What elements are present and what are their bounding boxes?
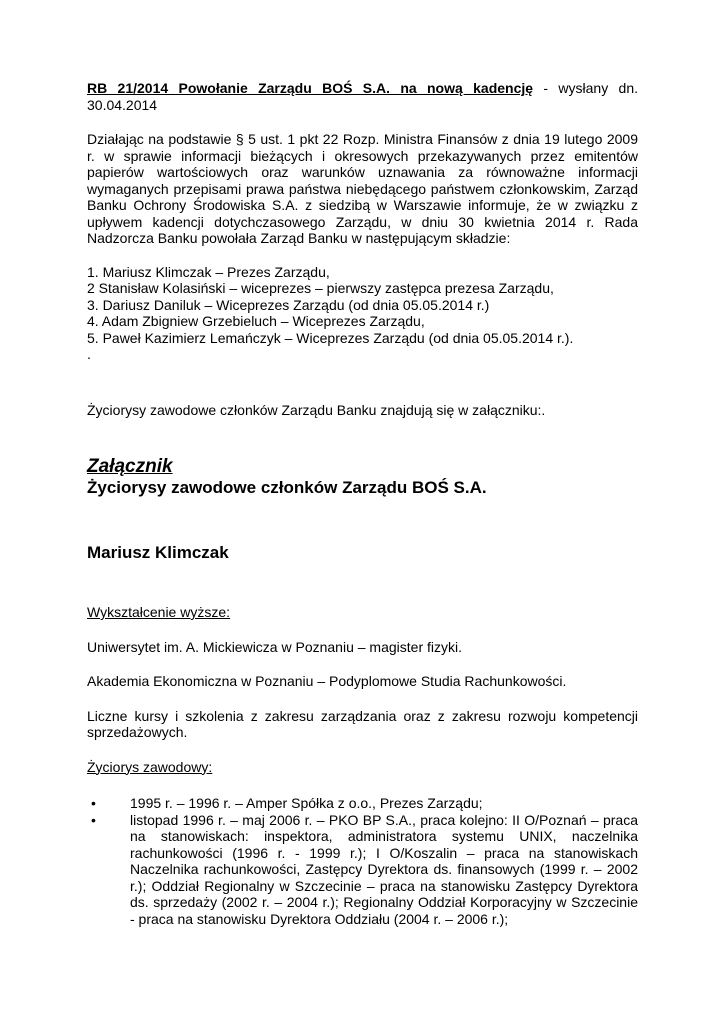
board-member: 5. Paweł Kazimierz Lemańczyk – Wiceprezes Zarządu (od dnia 05.05.2014 r.). [87,329,574,346]
report-title-link[interactable]: RB 21/2014 Powołanie Zarządu BOŚ S.A. na nową kadencję [87,80,534,96]
person-name: Mariusz Klimczak [87,543,229,562]
board-member: 4. Adam Zbigniew Grzebieluch – Wiceprezes Zarządu, [87,313,425,329]
attachment-subtitle: Życiorysy zawodowe członków Zarządu BOŚ S.A. [87,478,487,497]
career-label: Życiorys zawodowy: [87,758,213,775]
sent-label: - wysłany dn. [533,80,638,96]
attachment-title: Załącznik [87,456,173,477]
career-list [87,795,638,927]
report-header-line [87,80,638,97]
education-item: Uniwersytet im. A. Mickiewicza w Poznaniu – magister fizyki. [87,638,462,655]
list-end-mark: . [87,346,91,362]
document-page [87,80,638,927]
attachment-note: Życiorysy zawodowe członków Zarządu Banku znajdują się w załączniku:. [87,401,546,418]
board-member: 3. Dariusz Daniluk – Wiceprezes Zarządu (od dnia 05.05.2014 r.) [87,296,490,313]
bullet-icon: • [91,811,96,828]
career-item [87,795,638,812]
body-paragraph: Działając na podstawie § 5 ust. 1 pkt 22 Rozp. Ministra Finansów z dnia 19 lutego 2009 r. w sprawie informacji bieżących i okresowych przekazywanych przez emitentów papierów wartościowych oraz warunków uznawania za równoważne informacji wymaganych przepisami prawa państwa niebędącego państwem członkowskim, Zarząd Banku Ochrony Środowiska S.A. z siedzibą w Warszawie informuje, że w związku z upływem kadencji dotychczasowego Zarządu, w dniu 30 kwietnia 2014 r. Rada Nadzorcza Banku powołała Zarząd Banku w następującym składzie: [87,131,638,246]
career-item-text: 1995 r. – 1996 r. – Amper Spółka z o.o., Prezes Zarządu; [130,795,483,811]
board-member: 1. Mariusz Klimczak – Prezes Zarządu, [87,263,330,280]
education-item: Liczne kursy i szkolenia z zakresu zarządzania oraz z zakresu rozwoju kompetencji sprzedażowych. [87,707,638,740]
education-label: Wykształcenie wyższe: [87,604,231,620]
sent-date: 30.04.2014 [87,96,158,113]
career-item-text: listopad 1996 r. – maj 2006 r. – PKO BP S.A., praca kolejno: II O/Poznań – praca na stanowiskach: inspektora, administratora systemu UNIX, naczelnika rachunkowości (1996 r. - 1999 r.); I O/Koszalin – praca na stanowiskach Naczelnika rachunkowości, Zastępcy Dyrektora ds. finansowych (1999 r. – 2002 r.); Oddział Regionalny w Szczecinie – praca na stanowisku Zastępcy Dyrektora ds. sprzedaży (2002 r. – 2004 r.); Regionalny Oddział Korporacyjny w Szczecinie - praca na stanowisku Dyrektora Oddziału (2004 r. – 2006 r.); [130,811,638,927]
career-item [87,812,638,928]
board-member: 2 Stanisław Kolasiński – wiceprezes – pierwszy zastępca prezesa Zarządu, [87,280,554,296]
bullet-icon: • [91,795,96,811]
board-members-list [87,264,638,363]
report-header [87,80,638,113]
education-item: Akademia Ekonomiczna w Poznaniu – Podyplomowe Studia Rachunkowości. [87,673,567,689]
